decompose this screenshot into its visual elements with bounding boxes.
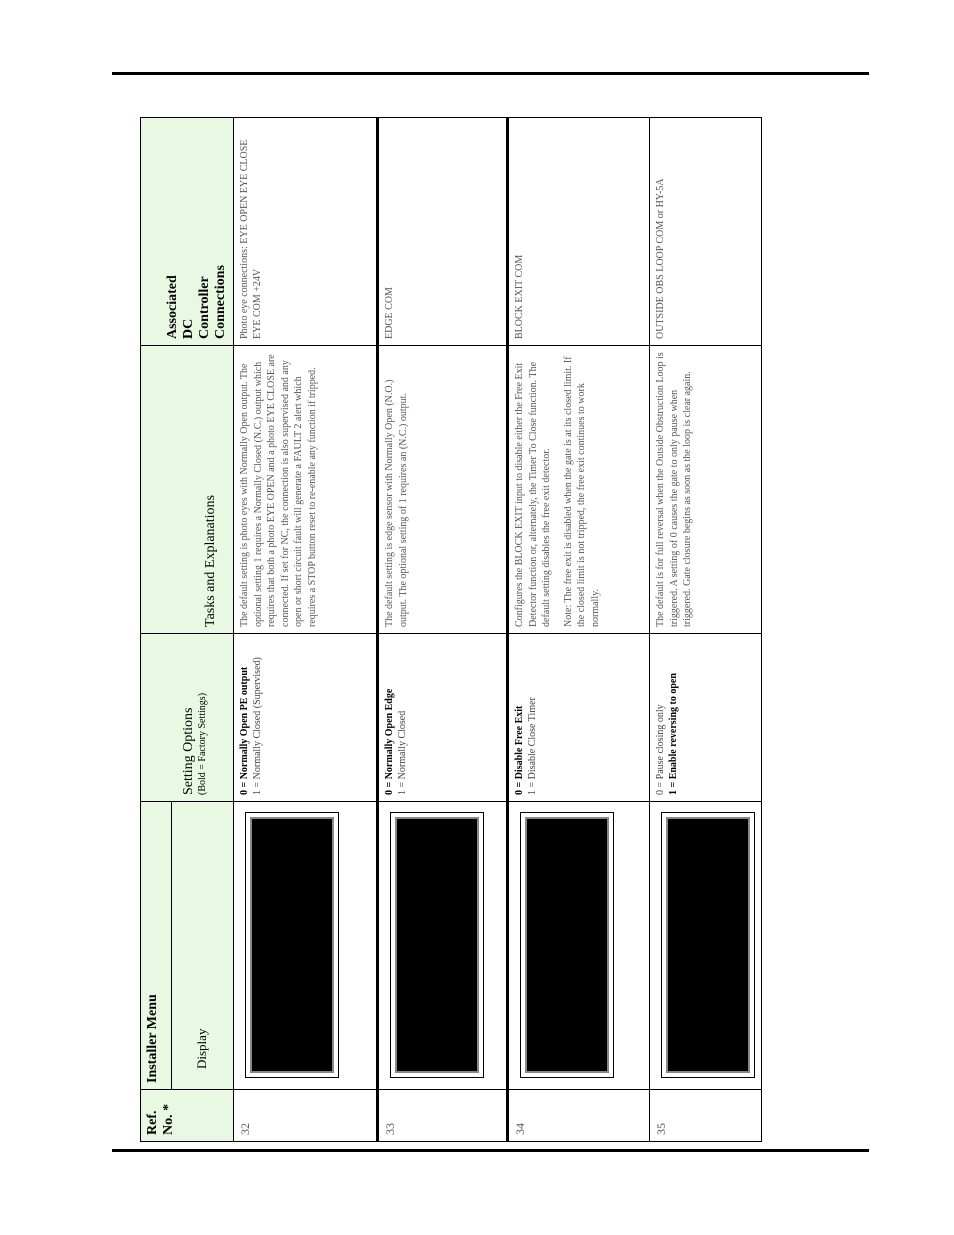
connections-cell: OUTSIDE OBS LOOP COM or HY-5A	[650, 118, 762, 346]
task-cell: The default setting is photo eyes with Normally Open output. The optional setting 1 requires a Normally Closed (N.C.) output which requires that both a photo EYE OPEN and a photo EYE CLOSE are connected. If set for NC, the connection is also supervised and any open or short circuit fault will generate a FAULT 2 alert which requires a STOP button reset to re-enable any function if tripped.	[234, 346, 378, 634]
footer-rule	[112, 1149, 869, 1152]
header-ref-label: Ref. No. *	[145, 1103, 176, 1135]
table-row-34	[508, 118, 650, 1142]
alt-option: 0 = Pause closing only	[655, 704, 666, 795]
table-container	[140, 118, 754, 1142]
display-cell	[650, 802, 762, 1090]
table-row-35	[650, 118, 762, 1142]
table-row-33	[378, 118, 508, 1142]
header-ref	[141, 1090, 234, 1142]
header-installer-menu-label: Installer Menu	[145, 802, 172, 1089]
installer-menu-table	[140, 117, 762, 1142]
task-cell: The default setting is edge sensor with Normally Open (N.O.) output. The optional setting of 1 requires an (N.C.) output.	[378, 346, 508, 634]
header-row	[141, 118, 234, 1142]
options-cell	[508, 634, 650, 802]
lcd-display	[391, 814, 483, 1078]
default-option: 1 = Enable reversing to open	[668, 673, 679, 795]
header-tasks	[141, 346, 234, 634]
header-installer-menu	[141, 802, 234, 1090]
connections-cell: EDGE COM	[378, 118, 508, 346]
options-cell	[378, 634, 508, 802]
display-cell	[508, 802, 650, 1090]
table-row-32	[234, 118, 378, 1142]
display-cell	[234, 802, 378, 1090]
lcd-display	[521, 814, 613, 1078]
header-tasks-label: Tasks and Explanations	[203, 495, 218, 627]
header-setting-note: (Bold = Factory Settings)	[197, 692, 208, 795]
header-setting-options-label: Setting Options	[181, 707, 196, 795]
ref-cell: 34	[508, 1090, 650, 1142]
alt-option: 1 = Normally Closed	[397, 710, 408, 795]
ref-cell: 33	[378, 1090, 508, 1142]
options-cell	[234, 634, 378, 802]
header-connections	[141, 118, 234, 346]
rotated-table	[140, 118, 754, 1142]
task-text: Configures the BLOCK EXIT input to disable either the Free Exit Detector function or, alternately, the Timer To Close function. The default setting disables the free exit detector.	[514, 361, 552, 627]
alt-option: 1 = Normally Closed (Supervised)	[252, 657, 263, 795]
lcd-display	[662, 814, 754, 1078]
header-connections-label: Associated DC Controller Connections	[165, 265, 228, 339]
header-rule	[112, 72, 869, 75]
ref-cell: 32	[234, 1090, 378, 1142]
task-cell	[508, 346, 650, 634]
task-note: Note: The free exit is disabled when the gate is at its closed limit. If the closed limit is not tripped, the free exit continues to work normally.	[562, 356, 601, 627]
connections-cell: BLOCK EXIT COM	[508, 118, 650, 346]
lcd-display	[246, 814, 338, 1078]
display-cell	[378, 802, 508, 1090]
task-cell: The default is for full reversal when the Outside Obstruction Loop is triggered. A setting of 0 causes the gate to only pause when triggered. Gate closure begins as soon as the loop is clear again.	[650, 346, 762, 634]
alt-option: 1 = Disable Close Timer	[527, 697, 538, 795]
header-setting-options	[141, 634, 234, 802]
default-option: 0 = Normally Open Edge	[384, 688, 395, 795]
default-option: 0 = Disable Free Exit	[514, 705, 525, 795]
header-display-label: Display	[194, 1028, 209, 1069]
connections-cell: Photo eye connections: EYE OPEN EYE CLOSE EYE COM +24V	[234, 118, 378, 346]
default-option: 0 = Normally Open PE output	[239, 666, 250, 795]
ref-cell: 35	[650, 1090, 762, 1142]
options-cell	[650, 634, 762, 802]
